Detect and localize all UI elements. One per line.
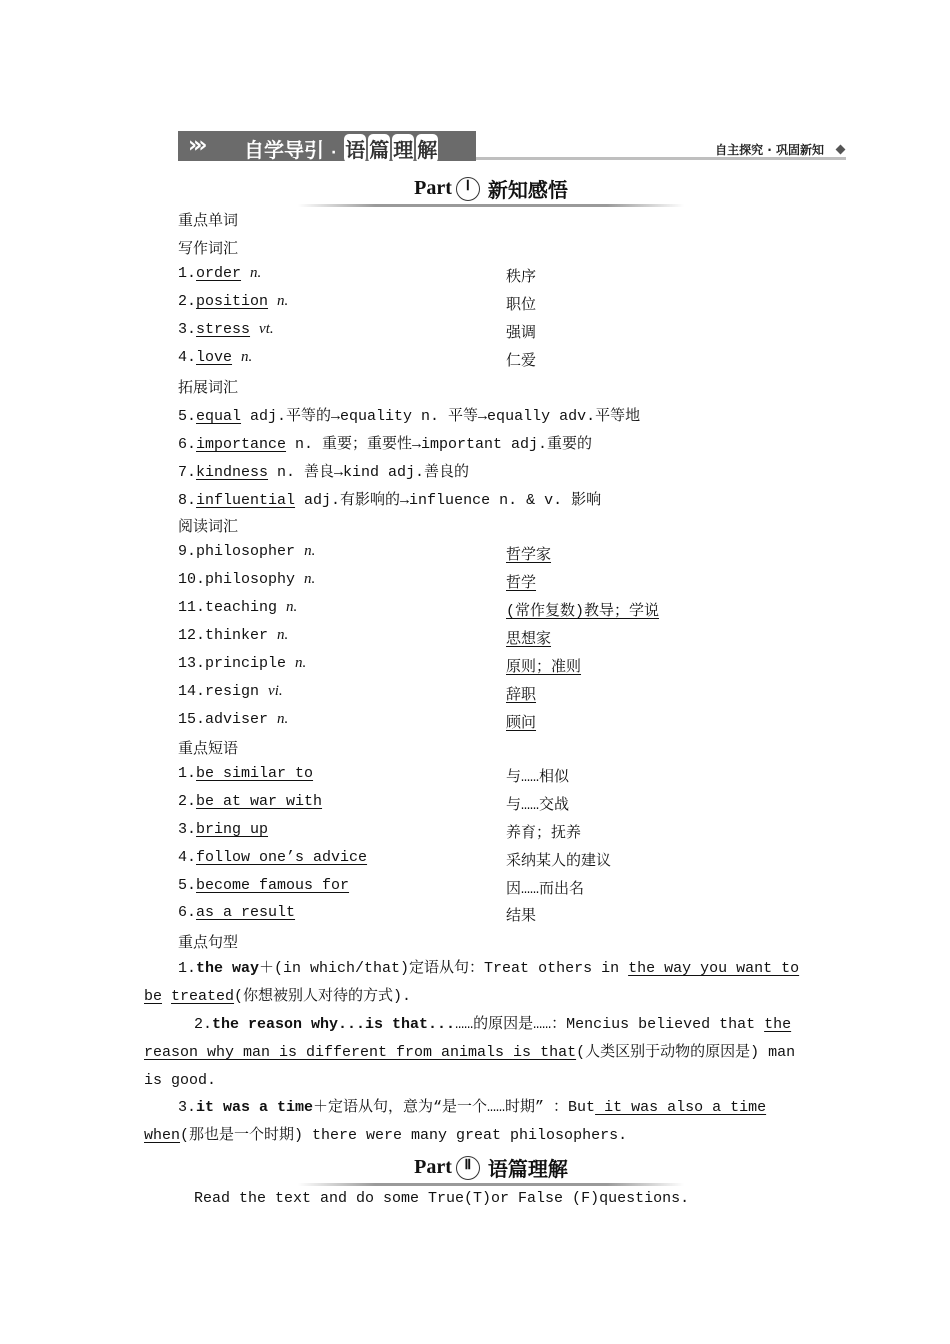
section-expand: 拓展词汇 xyxy=(178,378,239,396)
part-underline xyxy=(298,1183,684,1186)
section-reading: 阅读词汇 xyxy=(178,517,239,535)
roman-numeral-badge: Ⅱ xyxy=(456,1156,480,1180)
instruction-text: Read the text and do some True(T)or False (F)questions. xyxy=(194,1190,690,1207)
diamond-icon xyxy=(836,145,846,155)
part-underline xyxy=(298,204,684,207)
banner-title: 自学导引 · 语 篇 理 解 xyxy=(244,134,439,163)
section-sentences: 重点句型 xyxy=(178,933,239,951)
section-writing: 写作词汇 xyxy=(178,239,239,257)
sentence-pattern-2: 2.the reason why...is that...……的原因是……：Mencius believed that the reason why man is different from animals is that(人类区别于动物的原因是) man is good. xyxy=(144,1016,796,1089)
sentence-pattern-3: 3.it was a time＋定语从句，意为“是一个……时期” ：But it was also a time when(那也是一个时期) there were many great philosophers. xyxy=(144,1099,767,1144)
part-2-heading: Part Ⅱ 语篇理解 xyxy=(298,1153,684,1182)
section-key-words: 重点单词 xyxy=(178,211,239,229)
roman-numeral-badge: Ⅰ xyxy=(456,177,480,201)
sentence-pattern-1: 1.the way＋(in which/that)定语从句：Treat others in the way you want to be treated(你想被别人对待的方式). xyxy=(144,960,800,1005)
banner-right-text: 自主探究 · 巩固新知 xyxy=(715,143,824,157)
section-phrases: 重点短语 xyxy=(178,739,239,757)
part-1-heading: Part Ⅰ 新知感悟 xyxy=(298,174,684,203)
section-banner xyxy=(178,131,846,161)
double-chevron-icon: »» xyxy=(188,133,199,158)
